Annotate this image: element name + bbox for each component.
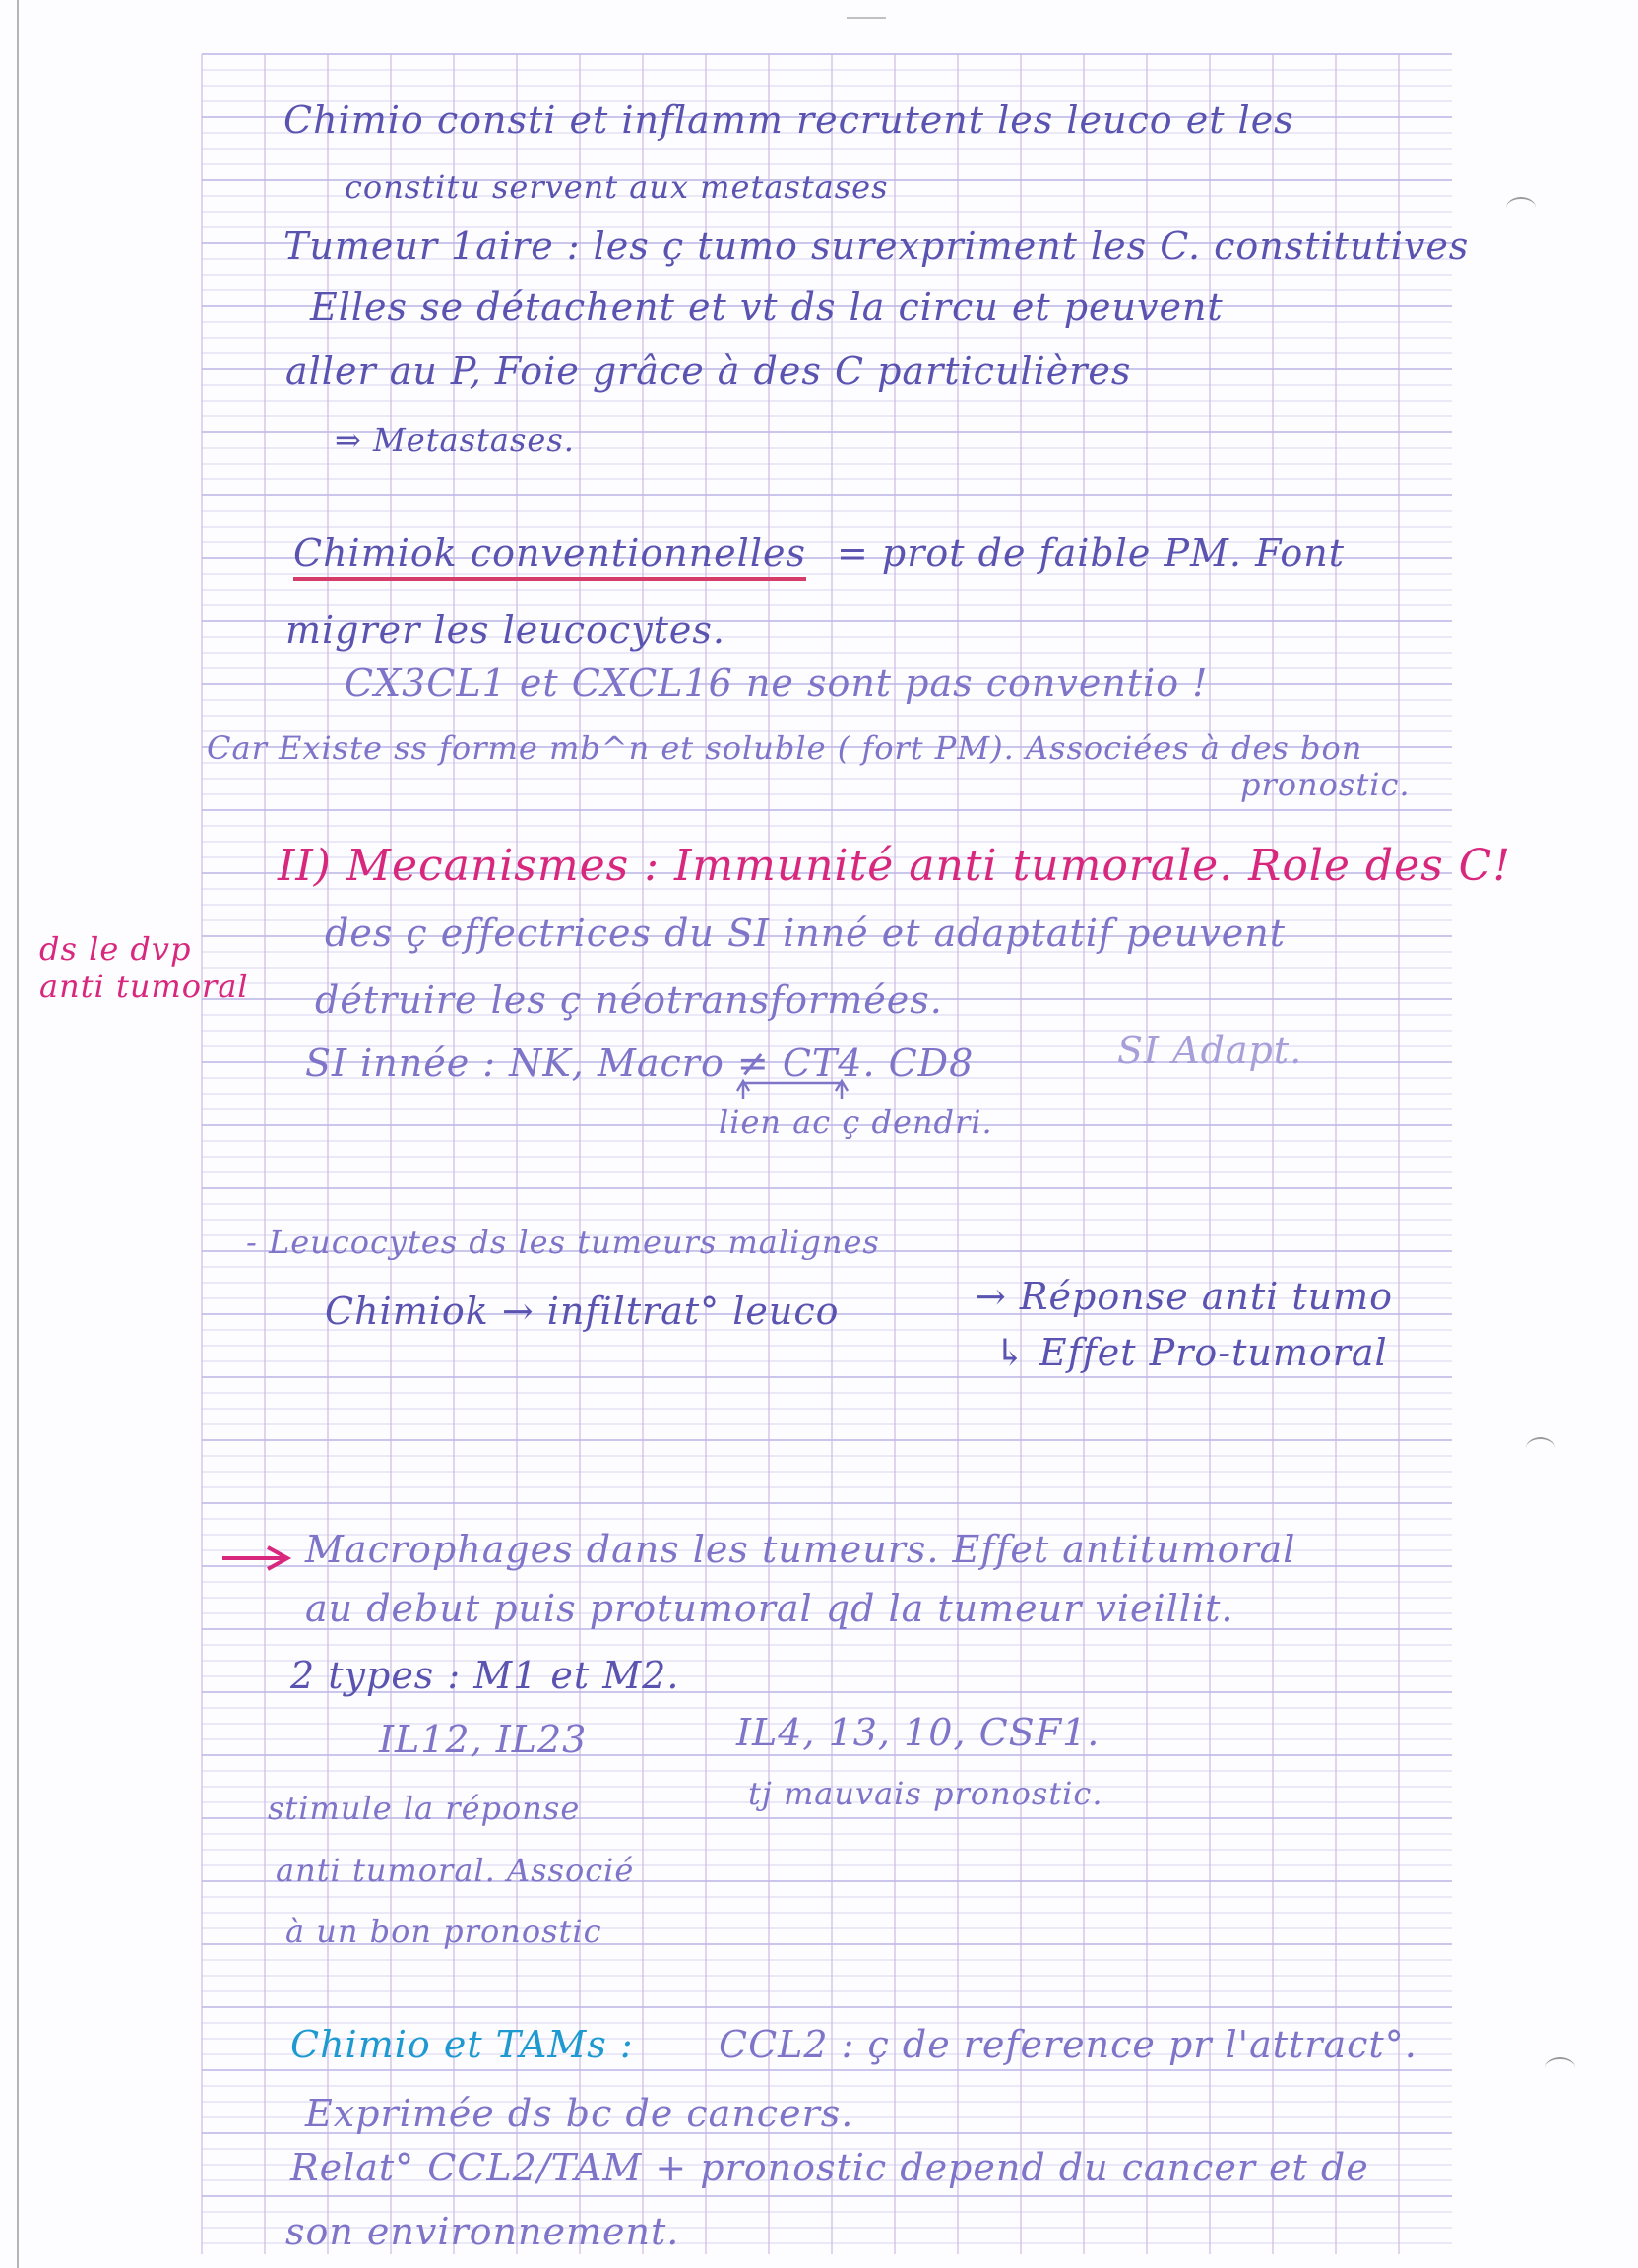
note-line: au debut puis protumoral qd la tumeur vieillit. xyxy=(305,1587,1234,1630)
punch-hole-mark xyxy=(1545,2057,1575,2079)
note-line: Macrophages dans les tumeurs. Effet antitumoral xyxy=(305,1528,1296,1571)
note-line: aller au P, Foie grâce à des C particulières xyxy=(285,349,1132,393)
note-line: migrer les leucocytes. xyxy=(285,608,725,652)
note-line: IL4, 13, 10, CSF1. xyxy=(736,1711,1101,1754)
note-line: Exprimée ds bc de cancers. xyxy=(305,2092,854,2135)
note-line: SI innée : NK, Macro ≠ CT4. CD8 xyxy=(305,1041,975,1085)
heading-chimiok-conventionnelles: Chimiok conventionnelles xyxy=(293,532,806,581)
note-line: tj mauvais pronostic. xyxy=(748,1775,1103,1812)
arrow-icon xyxy=(219,1544,297,1573)
note-line: Chimio consti et inflamm recrutent les leuco et les xyxy=(284,98,1294,142)
note-line: lien ac ç dendri. xyxy=(719,1103,993,1141)
note-line: son environnement. xyxy=(285,2210,680,2253)
note-line: IL12, IL23 xyxy=(379,1718,588,1761)
note-line: Relat° CCL2/TAM + pronostic depend du cancer et de xyxy=(290,2146,1369,2189)
note-line: Tumeur 1aire : les ç tumo surexpriment les C. constitutives xyxy=(284,224,1470,268)
margin-note: anti tumoral xyxy=(39,968,249,1005)
section-heading-mecanismes: II) Mecanismes : Immunité anti tumorale. Role des C! xyxy=(278,841,1512,891)
note-line: ⇒ Metastases. xyxy=(335,421,575,459)
punch-hole-mark xyxy=(1506,197,1536,219)
note-line: SI Adapt. xyxy=(1117,1029,1303,1072)
note-line: Car Existe ss forme mb^n et soluble ( fort PM). Associées à des bon xyxy=(207,729,1363,767)
note-line: CX3CL1 et CXCL16 ne sont pas conventio ! xyxy=(345,662,1209,705)
note-line: des ç effectrices du SI inné et adaptatif peuvent xyxy=(325,912,1287,955)
note-line: = prot de faible PM. Font xyxy=(837,532,1345,575)
note-line: Chimiok → infiltrat° leuco xyxy=(325,1290,840,1333)
note-line: détruire les ç néotransformées. xyxy=(315,978,943,1022)
heading-chimio-tams: Chimio et TAMs : xyxy=(290,2023,634,2066)
note-line: - Leucocytes ds les tumeurs malignes xyxy=(246,1224,880,1261)
margin-note: ds le dvp xyxy=(39,930,192,968)
note-line: ↳ Effet Pro-tumoral xyxy=(994,1331,1388,1374)
punch-hole-mark xyxy=(1526,1437,1555,1459)
note-line: constitu servent aux metastases xyxy=(345,168,889,206)
note-line: → Réponse anti tumo xyxy=(975,1275,1394,1318)
note-line: CCL2 : ç de reference pr l'attract°. xyxy=(719,2023,1418,2066)
note-line: pronostic. xyxy=(1240,766,1411,803)
note-line: Elles se détachent et vt ds la circu et peuvent xyxy=(310,285,1224,329)
note-line: anti tumoral. Associé xyxy=(276,1852,635,1889)
note-line: à un bon pronostic xyxy=(285,1913,602,1950)
note-line: 2 types : M1 et M2. xyxy=(290,1654,680,1697)
note-line: stimule la réponse xyxy=(268,1790,581,1827)
